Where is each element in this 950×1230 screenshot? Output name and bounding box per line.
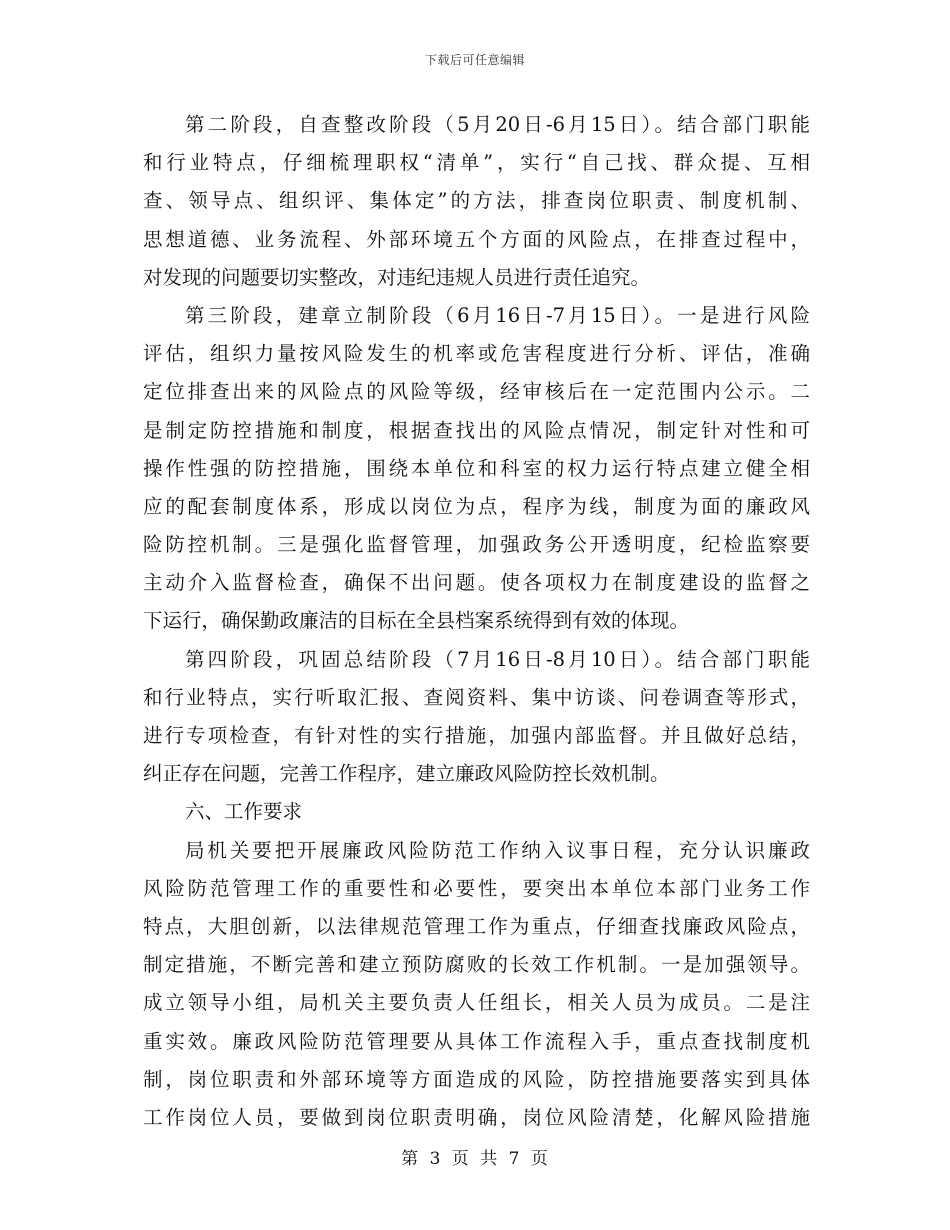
text-line: 制，岗位职责和外部环境等方面造成的风险，防控措施要落实到具体 <box>143 1067 810 1091</box>
text-line: 和行业特点，实行听取汇报、查阅资料、集中访谈、问卷调查等形式， <box>143 685 810 709</box>
text-line: 第三阶段，建章立制阶段（6月16日-7月15日）。一是进行风险 <box>185 303 810 327</box>
text-line: 主动介入监督检查，确保不出问题。使各项权力在制度建设的监督之 <box>143 571 810 595</box>
text-line: 险防控机制。三是强化监督管理，加强政务公开透明度，纪检监察要 <box>143 533 810 557</box>
text-line: 重实效。廉政风险防范管理要从具体工作流程入手，重点查找制度机 <box>143 1029 810 1053</box>
text-line: 和行业特点，仔细梳理职权“清单”，实行“自己找、群众提、互相 <box>143 151 810 175</box>
text-line: 工作岗位人员，要做到岗位职责明确，岗位风险清楚，化解风险措施 <box>143 1105 810 1129</box>
text-line: 应的配套制度体系，形成以岗位为点，程序为线，制度为面的廉政风 <box>143 494 810 518</box>
text-line: 查、领导点、组织评、集体定”的方法，排查岗位职责、制度机制、 <box>143 189 810 213</box>
section-heading <box>143 793 810 831</box>
text-line: 评估，组织力量按风险发生的机率或危害程度进行分析、评估，准确 <box>143 342 810 366</box>
text-line: 特点，大胆创新，以法律规范管理工作为重点，仔细查找廉政风险点， <box>143 914 810 938</box>
text-line: 操作性强的防控措施，围绕本单位和科室的权力运行特点建立健全相 <box>143 456 810 480</box>
paragraph <box>143 106 810 297</box>
text-line: 局机关要把开展廉政风险防范工作纳入议事日程，充分认识廉政 <box>185 838 810 862</box>
paragraph <box>143 832 810 1138</box>
text-line: 第四阶段，巩固总结阶段（7月16日-8月10日）。结合部门职能 <box>185 647 810 671</box>
text-line: 定位排查出来的风险点的风险等级，经审核后在一定范围内公示。二 <box>143 380 810 404</box>
text-line: 进行专项检查，有针对性的实行措施，加强内部监督。并且做好总结， <box>143 724 810 747</box>
page-number-footer: 第 3 页 共 7 页 <box>401 1149 549 1169</box>
text-line: 纠正存在问题，完善工作程序，建立廉政风险防控长效机制。 <box>143 762 670 786</box>
text-line: 制定措施，不断完善和建立预防腐败的长效工作机制。一是加强领导。 <box>143 953 810 977</box>
text-line: 思想道德、业务流程、外部环境五个方面的风险点，在排查过程中， <box>143 227 810 251</box>
heading-line: 六、工作要求 <box>185 800 303 824</box>
page-header: 下载后可任意编辑 <box>424 53 525 67</box>
text-line: 成立领导小组，局机关主要负责人任组长，相关人员为成员。二是注 <box>143 991 810 1015</box>
text-line: 第二阶段，自查整改阶段（5月20日-6月15日）。结合部门职能 <box>185 113 810 136</box>
document-body <box>143 106 810 1137</box>
text-line: 是制定防控措施和制度，根据查找出的风险点情况，制定针对性和可 <box>143 418 810 442</box>
paragraph <box>143 641 810 794</box>
text-line: 对发现的问题要切实整改，对违纪违规人员进行责任追究。 <box>143 265 651 289</box>
text-line: 风险防范管理工作的重要性和必要性，要突出本单位本部门业务工作 <box>143 876 810 900</box>
paragraph <box>143 297 810 641</box>
text-line: 下运行，确保勤政廉洁的目标在全县档案系统得到有效的体现。 <box>143 609 690 633</box>
